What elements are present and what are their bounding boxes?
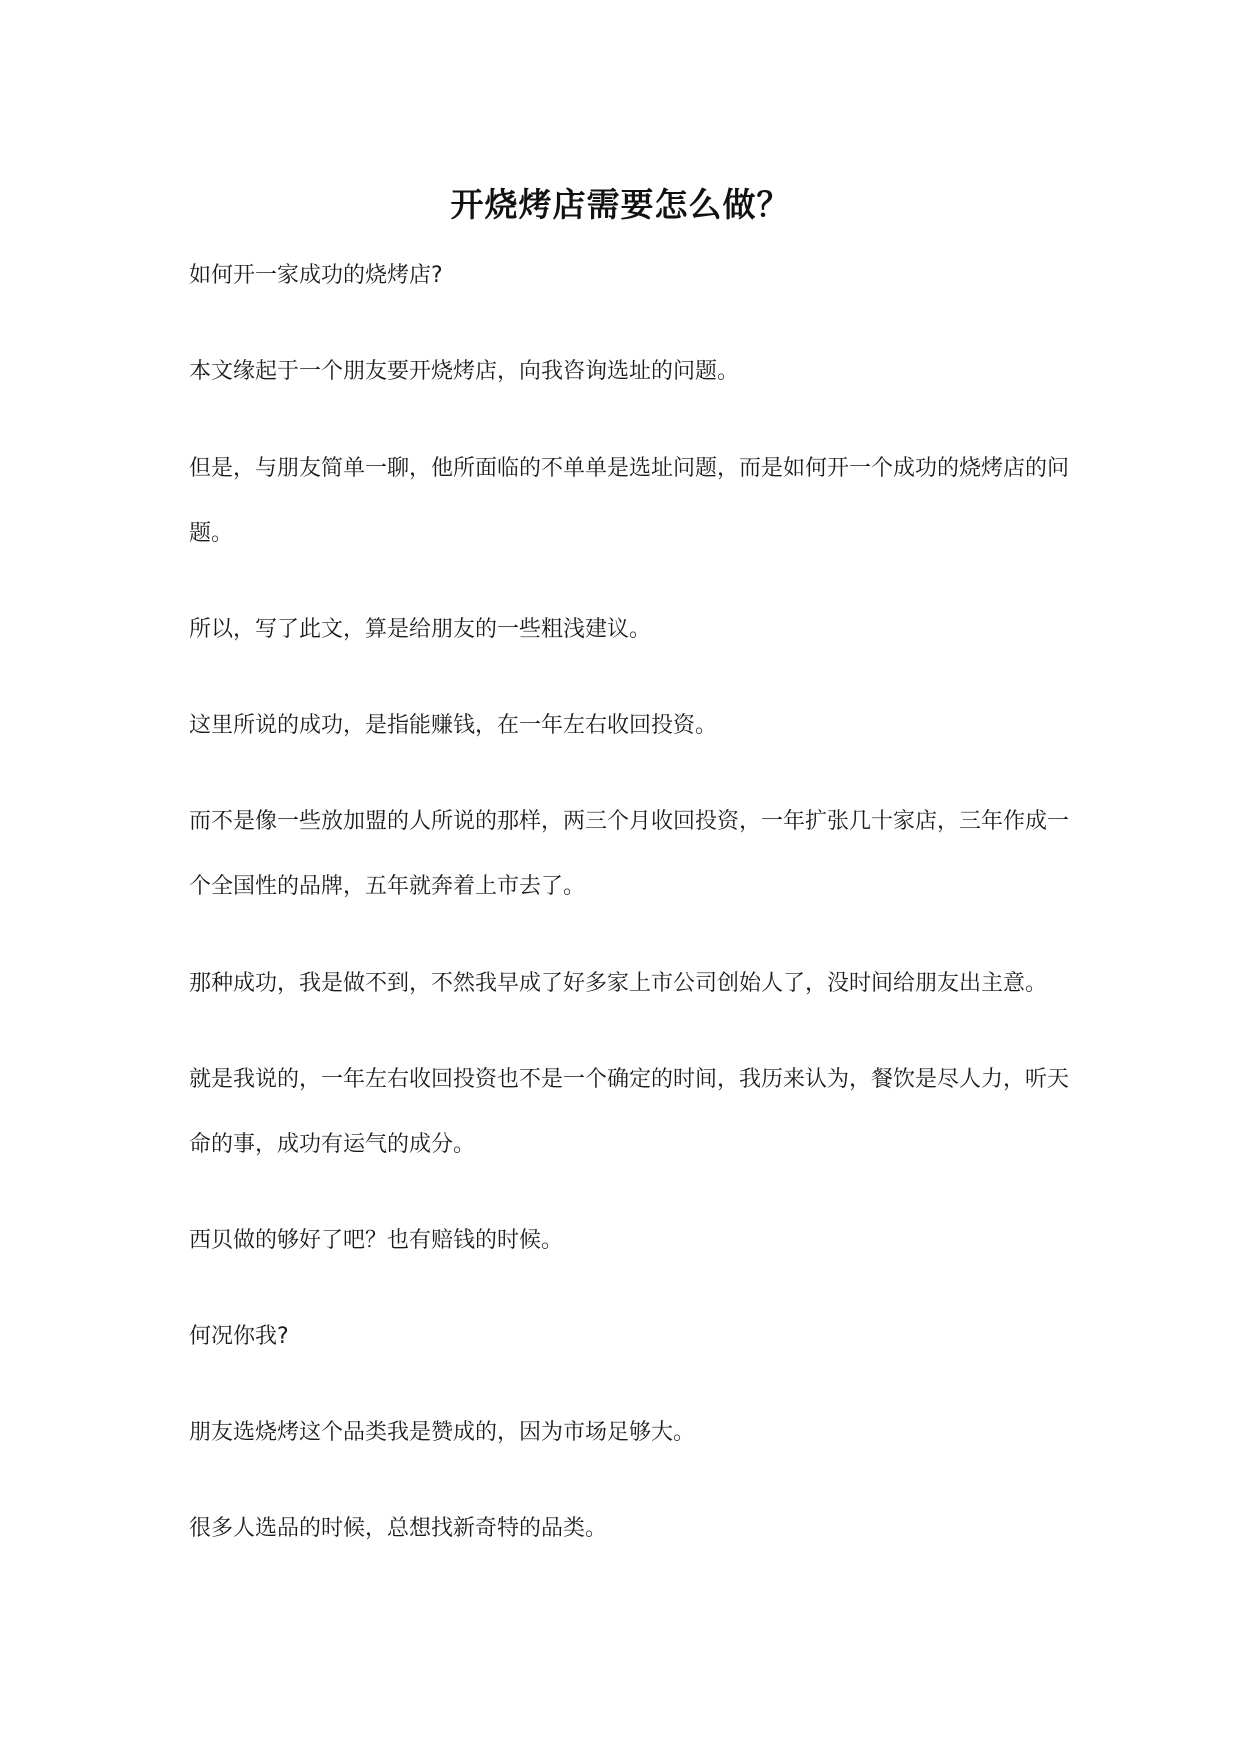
paragraph-2: 本文缘起于一个朋友要开烧烤店，向我咨询选址的问题。 (189, 359, 740, 384)
paragraph-7: 那种成功，我是做不到，不然我早成了好多家上市公司创始人了，没时间给朋友出主意。 (189, 971, 1048, 996)
paragraph-1: 如何开一家成功的烧烤店? (189, 263, 443, 288)
paragraph-6: 而不是像一些放加盟的人所说的那样，两三个月收回投资，一年扩张几十家店，三年作成一个全国性的品牌，五年就奔着上市去了。 (189, 809, 1070, 899)
paragraph-12: 很多人选品的时候，总想找新奇特的品类。 (189, 1516, 608, 1541)
paragraph-3: 但是，与朋友简单一聊，他所面临的不单单是选址问题，而是如何开一个成功的烧烤店的问题。 (189, 456, 1070, 546)
paragraph-11: 朋友选烧烤这个品类我是赞成的，因为市场足够大。 (189, 1420, 696, 1445)
paragraph-4: 所以，写了此文，算是给朋友的一些粗浅建议。 (189, 617, 652, 642)
paragraph-8: 就是我说的，一年左右收回投资也不是一个确定的时间，我历来认为，餐饮是尽人力，听天命的事，成功有运气的成分。 (189, 1067, 1070, 1157)
paragraph-5: 这里所说的成功，是指能赚钱，在一年左右收回投资。 (189, 713, 718, 738)
document-title: 开烧烤店需要怎么做？ (450, 185, 791, 224)
paragraph-9: 西贝做的够好了吧？也有赔钱的时候。 (189, 1228, 564, 1253)
paragraph-10: 何况你我? (189, 1324, 289, 1349)
